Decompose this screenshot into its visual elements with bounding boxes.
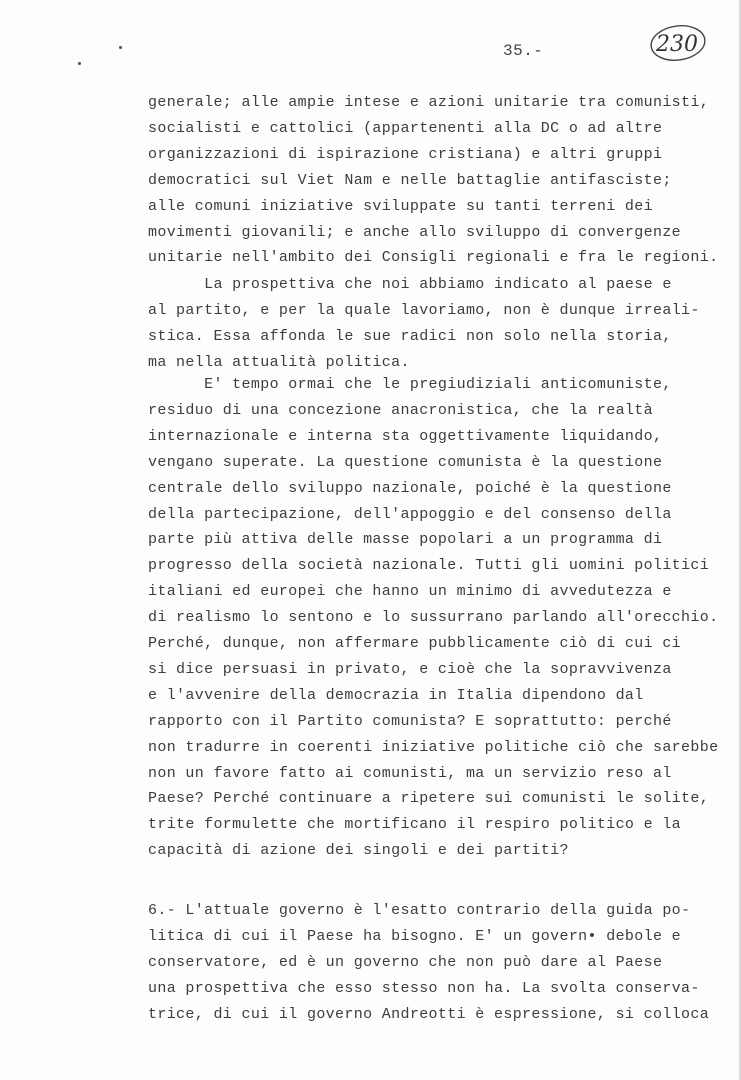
text-line: capacità di azione dei singoli e dei partiti? <box>148 842 569 860</box>
text-line: trice, di cui il governo Andreotti è espressione, si colloca <box>148 1005 710 1023</box>
text-line: parte più attiva delle masse popolari a un programma di <box>148 531 663 549</box>
text-line: della partecipazione, dell'appoggio e del consenso della <box>148 505 672 523</box>
text-line: non tradurre in coerenti iniziative politiche ciò che sarebbe <box>148 738 719 756</box>
text-line: e l'avvenire della democrazia in Italia dipendono dal <box>148 686 644 704</box>
text-line: rapporto con il Partito comunista? E soprattutto: perché <box>148 712 672 730</box>
text-line: E' tempo ormai che le pregiudiziali anticomuniste, <box>148 376 672 393</box>
scan-speck <box>119 46 122 49</box>
text-line: ma nella attualità politica. <box>148 353 410 371</box>
text-line: La prospettiva che noi abbiamo indicato al paese e <box>148 276 672 293</box>
archive-number-stamp <box>648 20 708 64</box>
text-line: italiani ed europei che hanno un minimo di avvedutezza e <box>148 583 672 601</box>
text-line: di realismo lo sentono e lo sussurrano parlando all'orecchio. <box>148 609 719 627</box>
text-line: 6.- L'attuale governo è l'esatto contrario della guida po- <box>148 902 691 919</box>
text-line: socialisti e cattolici (appartenenti alla DC o ad altre <box>148 119 663 137</box>
text-line: non un favore fatto ai comunisti, ma un servizio reso al <box>148 764 672 782</box>
text-line: Paese? Perché continuare a ripetere sui comunisti le solite, <box>148 790 710 808</box>
page-number: 35.- <box>503 42 544 60</box>
text-line: unitarie nell'ambito dei Consigli regionali e fra le regioni. <box>148 249 719 267</box>
text-line: litica di cui il Paese ha bisogno. E' un govern• debole e <box>148 927 682 945</box>
text-line: stica. Essa affonda le sue radici non solo nella storia, <box>148 327 672 345</box>
text-line: trite formulette che mortificano il respiro politico e la <box>148 816 682 834</box>
text-line: democratici sul Viet Nam e nelle battaglie antifasciste; <box>148 171 672 189</box>
text-line: alle comuni iniziative sviluppate su tanti terreni dei <box>148 197 653 215</box>
text-line: progresso della società nazionale. Tutti gli uomini politici <box>148 557 710 575</box>
text-line: una prospettiva che esso stesso non ha. La svolta conserva- <box>148 979 700 997</box>
text-line: centrale dello sviluppo nazionale, poiché è la questione <box>148 479 672 497</box>
text-line: al partito, e per la quale lavoriamo, non è dunque irreali- <box>148 301 700 319</box>
scan-speck <box>78 62 81 65</box>
text-line: movimenti giovanili; e anche allo sviluppo di convergenze <box>148 223 682 241</box>
text-line: generale; alle ampie intese e azioni unitarie tra comunisti, <box>148 94 710 111</box>
text-line: vengano superate. La questione comunista è la questione <box>148 453 663 471</box>
text-line: organizzazioni di ispirazione cristiana) e altri gruppi <box>148 145 663 163</box>
text-line: si dice persuasi in privato, e cioè che la sopravvivenza <box>148 660 672 678</box>
archive-number: 230 <box>656 32 698 57</box>
text-line: residuo di una concezione anacronistica, che la realtà <box>148 401 653 419</box>
text-line: internazionale e interna sta oggettivamente liquidando, <box>148 427 663 445</box>
text-line: conservatore, ed è un governo che non può dare al Paese <box>148 953 663 971</box>
text-line: Perché, dunque, non affermare pubblicamente ciò di cui ci <box>148 635 682 652</box>
